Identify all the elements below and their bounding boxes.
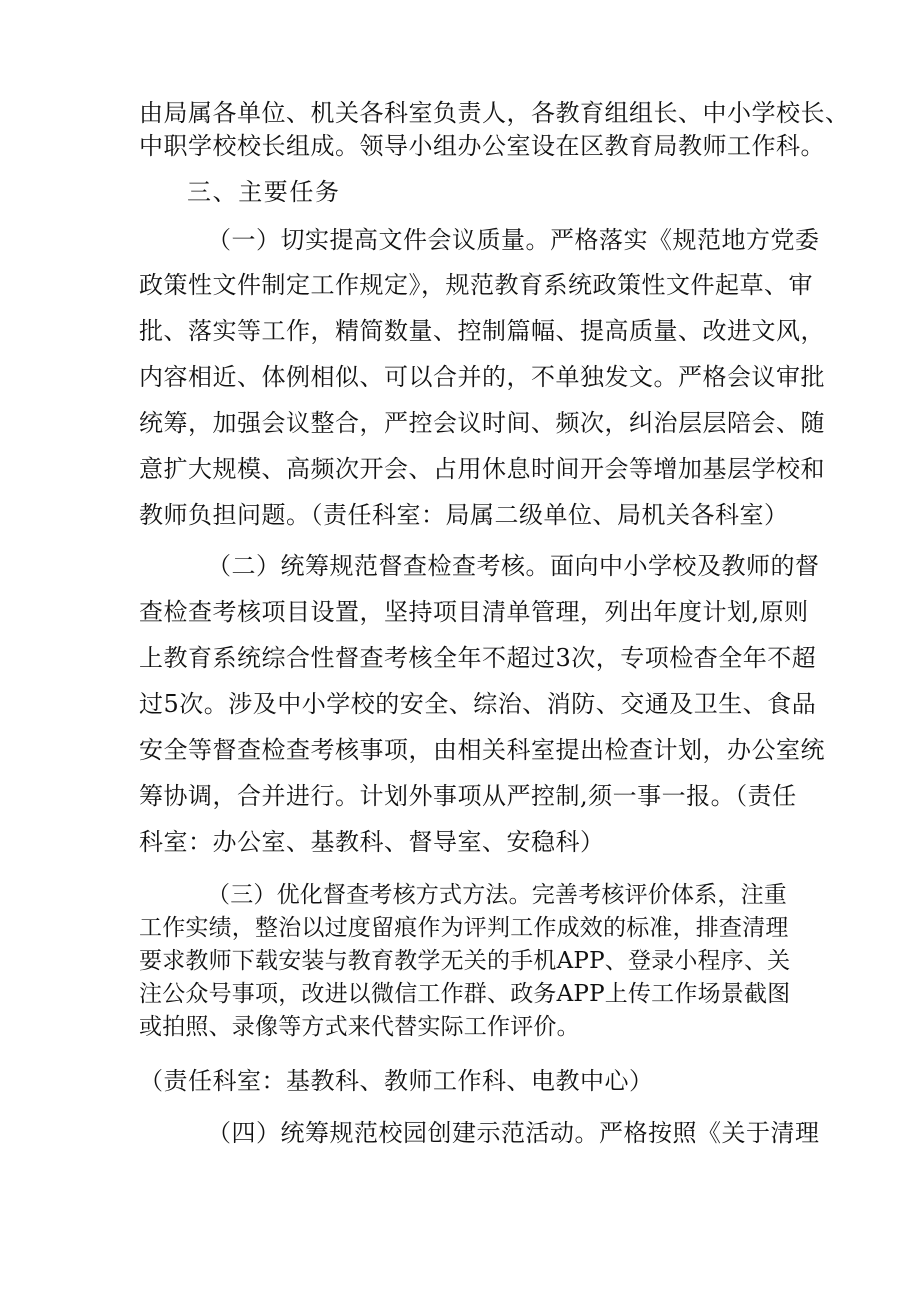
task3-line-1: （三）优化督查考核方式方法。完善考核评价体系，注重 bbox=[207, 882, 787, 908]
task2-line-1: （二）统筹规范督查检查考核。面向中小学校及教师的督 bbox=[207, 552, 820, 580]
task1-line-3: 批、落实等工作，精简数量、控制篇幅、提高质量、改进文风， bbox=[139, 317, 825, 345]
task2-line-7: 科室：办公室、基教科、督导室、安稳科） bbox=[139, 828, 605, 856]
task2-line-2: 查检查考核项目设置，坚持项目清单管理，列出年度计划,原则 bbox=[139, 598, 809, 626]
task3-line-5: 或拍照、录像等方式来代替实际工作评价。 bbox=[139, 1014, 580, 1040]
intro-line-2: 中职学校校长组成。领导小组办公室设在区教育局教师工作科。 bbox=[139, 132, 825, 160]
task3-line-2: 工作实绩，整治以过度留痕作为评判工作成效的标准，排查清理 bbox=[139, 915, 789, 941]
task1-line-1: （一）切实提高文件会议质量。严格落实《规范地方党委 bbox=[207, 226, 820, 254]
task1-line-2: 政策性文件制定工作规定》，规范教育系统政策性文件起草、审 bbox=[139, 271, 813, 299]
task2-line-3: 上教育系统综合性督查考核全年不超过3次，专项检杳全年不超 bbox=[139, 644, 817, 672]
task1-line-5: 统筹，加强会议整合，严控会议时间、频次，纠治层层陪会、随 bbox=[139, 409, 825, 437]
task2-line-6: 筹协调，合并进行。计划外事项从严控制,须一事一报。（责任 bbox=[139, 782, 797, 810]
task4-line-1: （四）统筹规范校园创建示范活动。严格按照《关于清理 bbox=[207, 1119, 820, 1147]
task2-line-4: 过5次。涉及中小学校的安全、综治、消防、交通及卫生、食品 bbox=[139, 690, 817, 718]
intro-line-1: 由局属各单位、机关各科室负责人，各教育组组长、中小学校长、 bbox=[139, 99, 850, 127]
task3-responsibility: （责任科室：基教科、教师工作科、电教中心） bbox=[139, 1067, 654, 1095]
task2-line-5: 安全等督查检查考核事项，由相关科室提出检查计划，办公室统 bbox=[139, 736, 825, 764]
task3-line-3: 要求教师下载安装与教育教学无关的手机APP、登录小程序、关 bbox=[139, 948, 791, 974]
task1-line-4: 内容相近、体例相似、可以合并的，不单独发文。严格会议审批 bbox=[139, 363, 825, 391]
task3-line-4: 注公众号事项，改进以微信工作群、政务APP上传工作场景截图 bbox=[139, 981, 791, 1007]
task1-line-7: 教师负担问题。（责任科室：局属二级单位、局机关各科室） bbox=[139, 501, 789, 529]
task1-line-6: 意扩大规模、高频次开会、占用休息时间开会等增加基层学校和 bbox=[139, 455, 825, 483]
section-heading: 三、主要任务 bbox=[187, 178, 341, 206]
